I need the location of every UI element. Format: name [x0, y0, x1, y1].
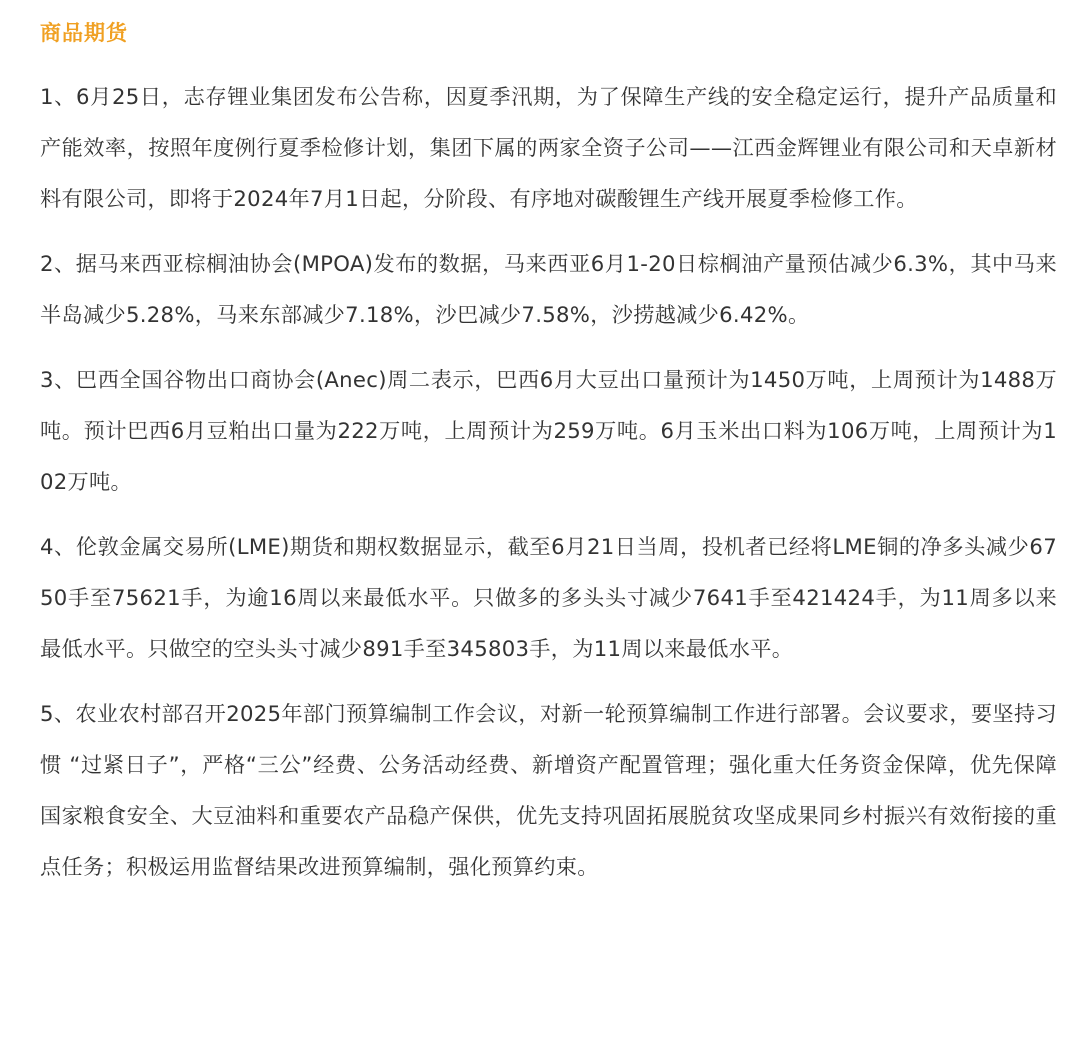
news-item-3: 3、巴西全国谷物出口商协会(Anec)周二表示，巴西6月大豆出口量预计为1450万吨，上周预计为1488万吨。预计巴西6月豆粕出口量为222万吨，上周预计为259万吨。6月玉米出口料为106万吨，上周预计为102万吨。 [40, 367, 1057, 494]
section-title: 商品期货 [40, 21, 128, 45]
news-item-5: 5、农业农村部召开2025年部门预算编制工作会议，对新一轮预算编制工作进行部署。会议要求，要坚持习惯 “过紧日子”，严格“三公”经费、公务活动经费、新增资产配置管理；强化重大任务资金保障，优先保障国家粮食安全、大豆油料和重要农产品稳产保供，优先支持巩固拓展脱贫攻坚成果同乡村振兴有效衔接的重点任务；积极运用监督结果改进预算编制，强化预算约束。 [40, 701, 1057, 879]
news-item-1: 1、6月25日，志存锂业集团发布公告称，因夏季汛期，为了保障生产线的安全稳定运行，提升产品质量和产能效率，按照年度例行夏季检修计划，集团下属的两家全资子公司——江西金辉锂业有限公司和天卓新材料有限公司，即将于2024年7月1日起，分阶段、有序地对碳酸锂生产线开展夏季检修工作。 [40, 84, 1057, 211]
news-item-2: 2、据马来西亚棕榈油协会(MPOA)发布的数据，马来西亚6月1-20日棕榈油产量预估减少6.3%，其中马来半岛减少5.28%，马来东部减少7.18%，沙巴减少7.58%，沙捞越减少6.42%。 [40, 251, 1057, 327]
news-item-4: 4、伦敦金属交易所(LME)期货和期权数据显示，截至6月21日当周，投机者已经将LME铜的净多头减少6750手至75621手，为逾16周以来最低水平。只做多的多头头寸减少7641手至421424手，为11周多以来最低水平。只做空的空头头寸减少891手至345803手，为11周以来最低水平。 [40, 534, 1057, 661]
